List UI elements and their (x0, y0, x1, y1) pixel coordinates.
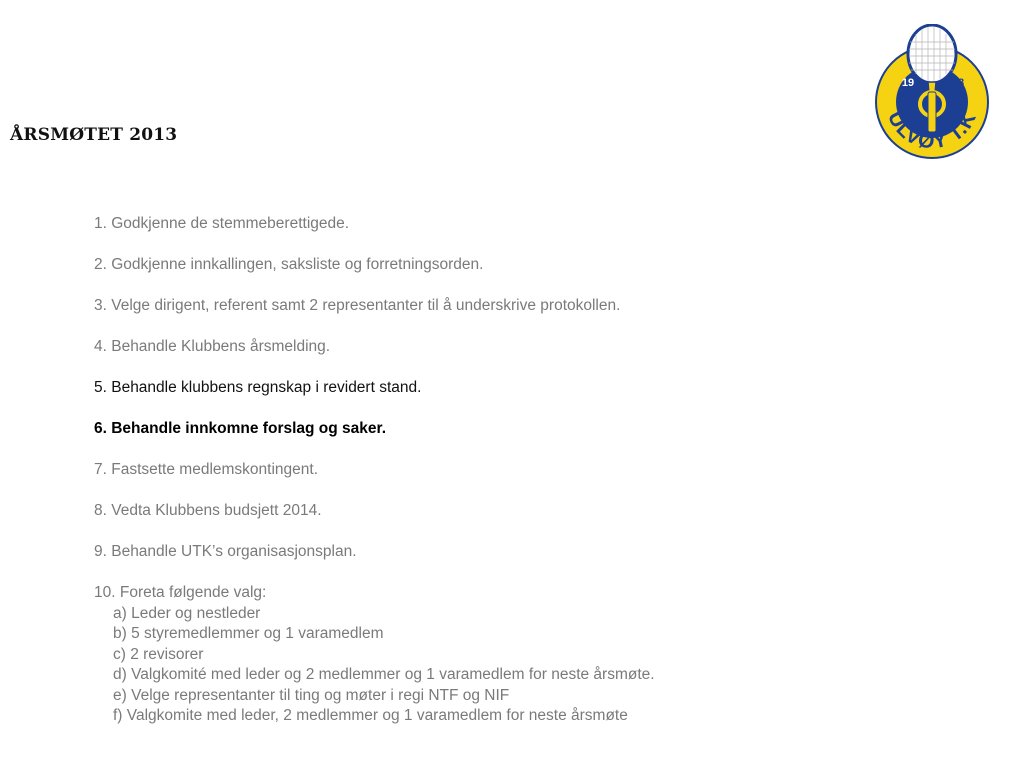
agenda-list (94, 214, 655, 727)
agenda-item-8: 8. Vedta Klubbens budsjett 2014. (94, 502, 322, 519)
ulvoy-tk-logo (872, 24, 992, 164)
logo-year-right: 38 (951, 77, 965, 89)
agenda-item-4: 4. Behandle Klubbens årsmelding. (94, 338, 331, 355)
agenda-item-10-label: 10. Foreta følgende valg: (94, 584, 267, 601)
election-subitem-c: c) 2 revisorer (113, 645, 204, 663)
election-subitem-e: e) Velge representanter til ting og møter i regi NTF og NIF (113, 686, 510, 704)
election-subitem-b: b) 5 styremedlemmer og 1 varamedlem (113, 625, 384, 642)
agenda-item-1: 1. Godkjenne de stemmeberettigede. (94, 215, 350, 232)
agenda-item-2: 2. Godkjenne innkallingen, saksliste og forretningsorden. (94, 256, 484, 273)
agenda-item-6: 6. Behandle innkomne forslag og saker. (94, 420, 387, 437)
logo-year-left: 19 (901, 77, 915, 89)
agenda-item-3: 3. Velge dirigent, referent samt 2 representanter til å underskrive protokollen. (94, 297, 621, 314)
election-subitem-a: a) Leder og nestleder (113, 604, 261, 622)
slide-title: ÅRSMØTET 2013 (10, 125, 178, 145)
agenda-item-10 (94, 583, 655, 727)
agenda-item-7: 7. Fastsette medlemskontingent. (94, 461, 319, 478)
logo-club-name: ULVØY T.K (882, 107, 982, 154)
election-subitem-d: d) Valgkomité med leder og 2 medlemmer og 1 varamedlem for neste årsmøte. (113, 666, 655, 683)
election-sublist (94, 604, 655, 727)
agenda-item-5: 5. Behandle klubbens regnskap i revidert stand. (94, 379, 422, 396)
agenda-item-9: 9. Behandle UTK’s organisasjonsplan. (94, 543, 357, 560)
election-subitem-f: f) Valgkomite med leder, 2 medlemmer og 1 varamedlem for neste årsmøte (113, 707, 628, 724)
